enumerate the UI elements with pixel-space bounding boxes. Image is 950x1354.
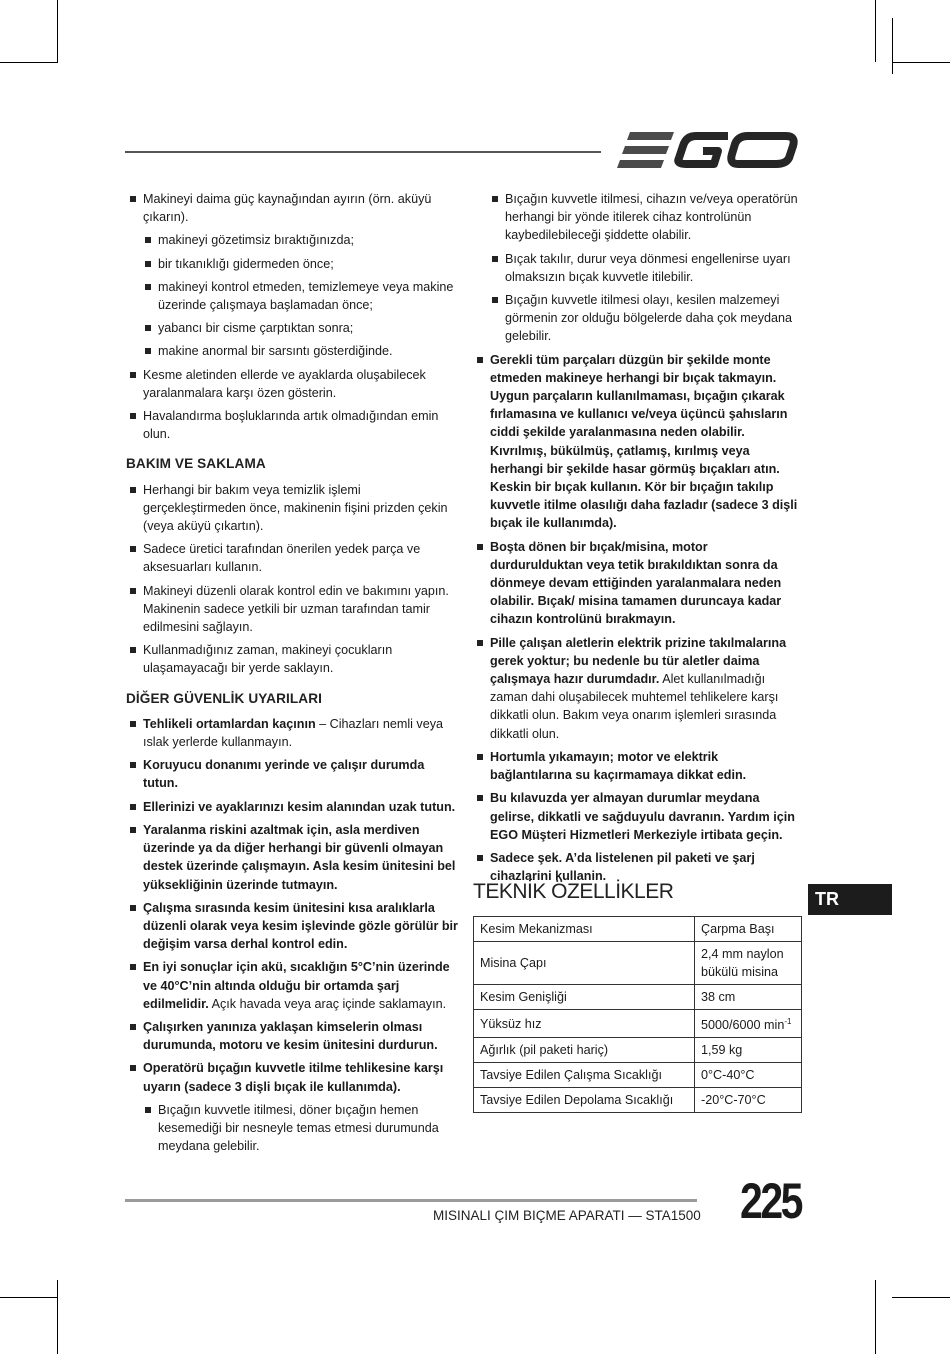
spec-label: Tavsiye Edilen Çalışma Sıcaklığı: [474, 1063, 695, 1088]
list-item: makine anormal bir sarsıntı gösterdiğinde.: [141, 342, 458, 360]
list-item: [473, 634, 803, 743]
list-item: makineyi gözetimsiz bıraktığınızda;: [141, 231, 458, 249]
list-item: Ellerinizi ve ayaklarınızı kesim alanından uzak tutun.: [126, 798, 458, 816]
footer-rule: [125, 1199, 697, 1202]
table-row: [474, 917, 802, 942]
hazard-bold: Tehlikeli ortamlardan kaçının: [143, 716, 316, 731]
list-item: Bıçağın kuvvetle itilmesi olayı, kesilen malzemeyi görmenin zor olduğu bölgelerde daha çok meydana gelebilir.: [488, 291, 803, 346]
safety-list-1: [126, 190, 458, 443]
list-item: bir tıkanıklığı gidermeden önce;: [141, 255, 458, 273]
hazard-rest: – Cihazları nemli veya ıslak yerlerde kullanmayın.: [143, 716, 444, 750]
list-item: Koruyucu donanımı yerinde ve çalışır durumda tutun.: [126, 756, 458, 792]
table-row: [474, 985, 802, 1010]
list-item: Operatörü bıçağın kuvvetle itilme tehlikesine karşı uyarın (sadece 3 dişli bıçak ile kullanımda).: [126, 1059, 458, 1095]
list-item: Çalışma sırasında kesim ünitesini kısa aralıklarla düzenli olarak veya kesim işlevinde gözle görülür bir değişim varsa derhal kontrol edin.: [126, 899, 458, 954]
temperature-rest: Açık havada veya araç içinde saklamayın.: [208, 996, 447, 1011]
right-column: [473, 190, 803, 890]
spec-value: -20°C-70°C: [695, 1088, 802, 1113]
list-item: Kesme aletinden ellerde ve ayaklarda oluşabilecek yaralanmalara karşı özen gösterin.: [126, 366, 458, 402]
list-item: makineyi kontrol etmeden, temizlemeye veya makine üzerinde çalışmaya başlamadan önce;: [141, 278, 458, 314]
list-item: Gerekli tüm parçaları düzgün bir şekilde monte etmeden makineye herhangi bir bıçak takmayın. Uygun parçaların kullanılmaması, bıçağın çıkarak fırlamasına ve kullanıcı ve/veya üçüncü şahısların ciddi şekilde yaralanmasına neden olabilir. Kıvrılmış, bükülmüş, çatlamış, kırılmış veya herhangi bir şekilde hasar görmüş bıçakları atın. Keskin bir bıçak kullanın. Kör bir bıçağın takılıp kuvvetle itilme olasılığı daha fazladır (sadece 3 dişli bıçak ile kullanımda).: [473, 351, 803, 533]
specs-heading: TEKNİK ÖZELLİKLER: [473, 880, 674, 903]
page-number: 225: [740, 1173, 802, 1229]
list-item: Bıçak takılır, durur veya dönmesi engellenirse uyarı olmaksızın bıçak kuvvetle itilebilir.: [488, 250, 803, 286]
footer-product-name: MISINALI ÇIM BIÇME APARATI — STA1500: [433, 1208, 701, 1223]
other-warnings-list: [126, 715, 458, 1155]
spec-value-exponent: -1: [784, 1017, 792, 1026]
crop-mark: [0, 1297, 58, 1298]
spec-value-text: 5000/6000 min: [701, 1018, 785, 1033]
list-item: Kullanmadığınız zaman, makineyi çocukların ulaşamayacağı bir yerde saklayın.: [126, 641, 458, 677]
list-item: Sadece şek. A’da listelenen pil paketi ve şarj cihazlarini kullanin.: [473, 849, 803, 885]
list-item: Bıçağın kuvvetle itilmesi, döner bıçağın hemen kesemediği bir nesneyle temas etmesi durumunda meydana gelebilir.: [141, 1101, 458, 1156]
battery-bold: Pille çalışan aletlerin elektrik prizine takılmalarına gerek yoktur; bu nedenle bu tür aletler daima çalışmaya hazır durumdadır.: [490, 635, 787, 687]
language-tab: TR: [808, 884, 892, 915]
crop-mark: [875, 0, 876, 62]
spec-label: Yüksüz hız: [474, 1010, 695, 1038]
list-item: yabancı bir cisme çarptıktan sonra;: [141, 319, 458, 337]
list-item: Bu kılavuzda yer almayan durumlar meydana gelirse, dikkatli ve sağduyulu davranın. Yardım için EGO Müşteri Hizmetleri Merkeziyle irtibata geçin.: [473, 789, 803, 844]
section-heading-maintenance: BAKIM VE SAKLAMA: [126, 456, 266, 472]
crop-mark: [57, 1280, 58, 1354]
spec-value: [695, 1010, 802, 1038]
table-row: [474, 1010, 802, 1038]
spec-label: Kesim Genişliği: [474, 985, 695, 1010]
list-item: Yaralanma riskini azaltmak için, asla merdiven üzerinde ya da diğer herhangi bir güvenli olmayan destek üzerinde çalışmayın. Asla kesim ünitesini bel yüksekliğinin üzerinde tutmayın.: [126, 821, 458, 894]
spec-label: Kesim Mekanizması: [474, 917, 695, 942]
spec-value: 38 cm: [695, 985, 802, 1010]
spec-value: 0°C-40°C: [695, 1063, 802, 1088]
crop-mark: [0, 62, 58, 63]
ego-logo: [616, 128, 800, 172]
specs-table: [473, 916, 802, 1113]
battery-rest: Alet kullanılmadığı zaman dahi oluşabilecek muhtemel tehlikelere karşı dikkatli olun. Bakım veya onarım işlemleri sırasında dikkatli olun.: [490, 672, 779, 741]
header-rule: [125, 151, 601, 153]
spec-value: 1,59 kg: [695, 1038, 802, 1063]
list-item: Sadece üretici tarafından önerilen yedek parça ve aksesuarları kullanın.: [126, 540, 458, 576]
list-item: Makineyi düzenli olarak kontrol edin ve bakımını yapın. Makinenin sadece yetkili bir uzman tarafından tamir edilmesini sağlayın.: [126, 582, 458, 637]
maintenance-list: [126, 481, 458, 678]
crop-mark: [892, 18, 893, 74]
crop-mark: [57, 0, 58, 62]
crop-mark: [875, 1280, 876, 1354]
spec-value: Çarpma Başı: [695, 917, 802, 942]
kickback-list: [473, 190, 803, 885]
list-item: Hortumla yıkamayın; motor ve elektrik bağlantılarına su kaçırmamaya dikkat edin.: [473, 748, 803, 784]
table-row: [474, 942, 802, 985]
section-heading-other-warnings: DİĞER GÜVENLİK UYARILARI: [126, 690, 323, 706]
spec-value: 2,4 mm naylon bükülü misina: [695, 942, 802, 985]
list-item: Havalandırma boşluklarında artık olmadığından emin olun.: [126, 407, 458, 443]
crop-mark: [892, 1297, 950, 1298]
list-item: Herhangi bir bakım veya temizlik işlemi gerçekleştirmeden önce, makinenin fişini prizden çekin (veya aküyü çıkartın).: [126, 481, 458, 536]
temperature-bold: En iyi sonuçlar için akü, sıcaklığın 5°C’nin üzerinde ve 40°C’nin altında olduğu bir ortamda şarj edilmelidir.: [143, 960, 450, 1011]
list-item: Çalışırken yanınıza yaklaşan kimselerin olması durumunda, motoru ve kesim ünitesini durdurun.: [126, 1018, 458, 1054]
list-item: [126, 958, 458, 1013]
spec-label: Misina Çapı: [474, 942, 695, 985]
list-item: Makineyi daima güç kaynağından ayırın (örn. aküyü çıkarın).: [126, 190, 458, 226]
spec-label: Ağırlık (pil paketi hariç): [474, 1038, 695, 1063]
left-column: [126, 190, 458, 1160]
list-item: Bıçağın kuvvetle itilmesi, cihazın ve/veya operatörün herhangi bir yönde itilerek cihaz kontrolünün kaybedilebileceği şiddette olabilir.: [488, 190, 803, 245]
crop-mark: [892, 62, 950, 63]
spec-label: Tavsiye Edilen Depolama Sıcaklığı: [474, 1088, 695, 1113]
table-row: [474, 1038, 802, 1063]
table-row: [474, 1088, 802, 1113]
table-row: [474, 1063, 802, 1088]
list-item: Boşta dönen bir bıçak/misina, motor durdurulduktan veya tetik bırakıldıktan sonra da dönmeye devam ettiğinden yaralanmalara neden olabilir. Bıçak/ misina tamamen duruncaya kadar cihazın kontrolünü bırakmayın.: [473, 538, 803, 629]
list-item: [126, 715, 458, 751]
